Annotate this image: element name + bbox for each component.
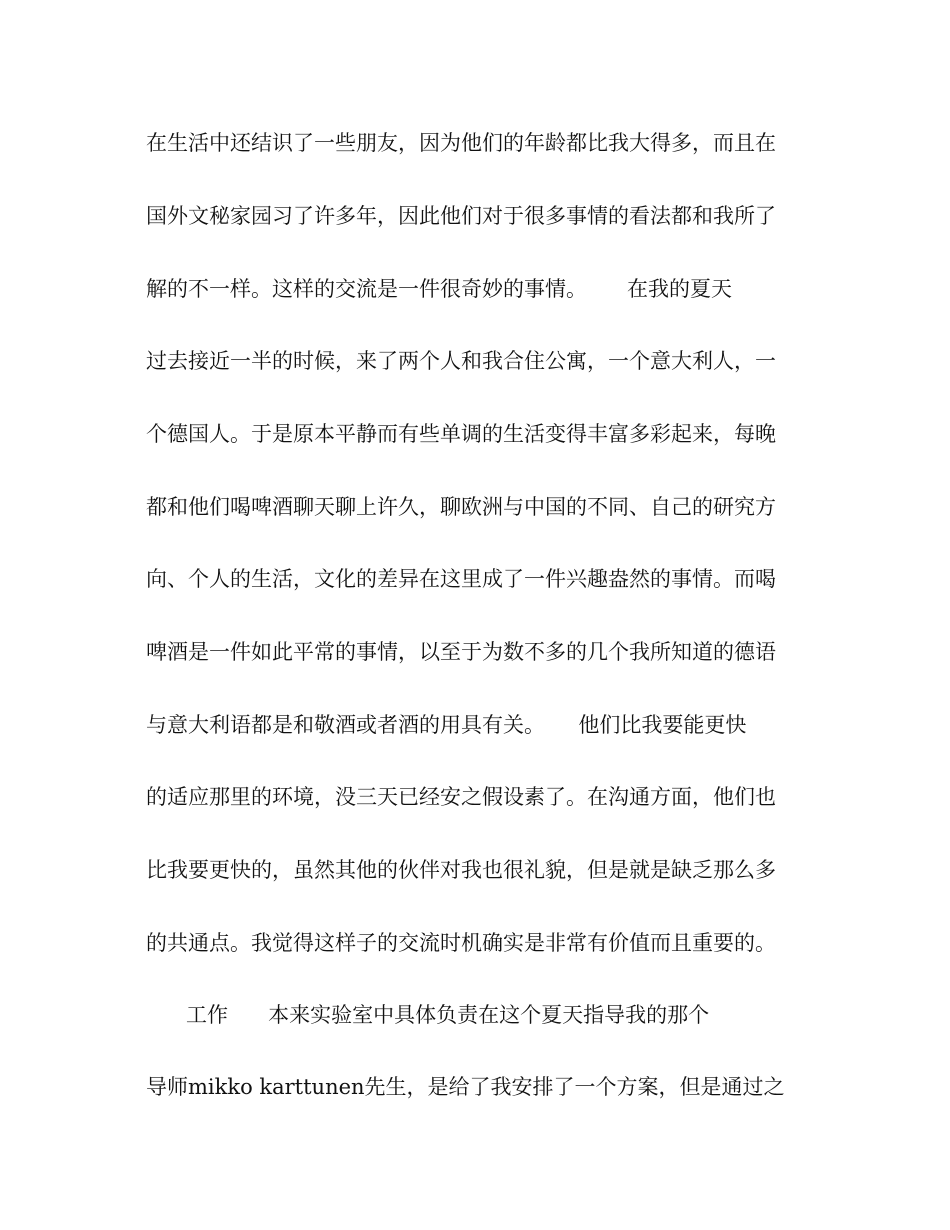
text-line: 导师mikko karttunen先生，是给了我安排了一个方案，但是通过之 [146, 1075, 785, 1099]
text-line: 与意大利语都是和敬酒或者酒的用具有关。 他们比我要能更快 [146, 713, 747, 737]
text-line: 的共通点。我觉得这样子的交流时机确实是非常有价值而且重要的。 [146, 931, 776, 955]
text-line: 解的不一样。这样的交流是一件很奇妙的事情。 在我的夏天 [146, 277, 733, 301]
text-line: 向、个人的生活，文化的差异在这里成了一件兴趣盎然的事情。而喝 [146, 567, 776, 591]
text-line: 工作 本来实验室中具体负责在这个夏天指导我的那个 [146, 1003, 710, 1027]
text-line: 都和他们喝啤酒聊天聊上许久，聊欧洲与中国的不同、自己的研究方 [146, 495, 776, 519]
text-line: 比我要更快的，虽然其他的伙伴对我也很礼貌，但是就是缺乏那么多 [146, 858, 776, 882]
text-line: 的适应那里的环境，没三天已经安之假设素了。在沟通方面，他们也 [146, 785, 776, 809]
text-line: 个德国人。于是原本平静而有些单调的生活变得丰富多彩起来，每晚 [146, 422, 776, 446]
text-line: 啤酒是一件如此平常的事情，以至于为数不多的几个我所知道的德语 [146, 640, 776, 664]
text-line: 国外文秘家园习了许多年，因此他们对于很多事情的看法都和我所了 [146, 204, 776, 228]
text-line: 在生活中还结识了一些朋友，因为他们的年龄都比我大得多，而且在 [146, 131, 776, 155]
text-line: 过去接近一半的时候，来了两个人和我合住公寓，一个意大利人，一 [146, 349, 776, 373]
